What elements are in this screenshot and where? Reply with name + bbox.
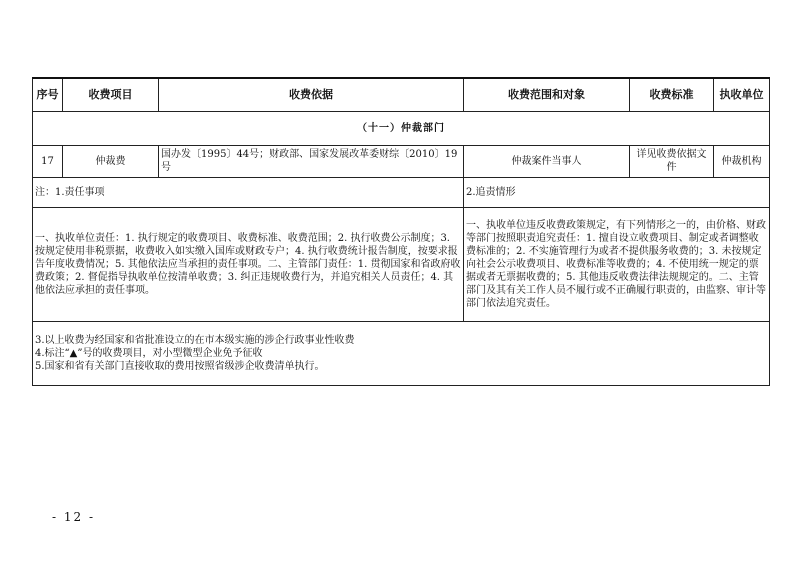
responsibility-text: 一、执收单位责任：1. 执行规定的收费项目、收费标准、收费范围；2. 执行收费公示制度；3. 按规定使用非税票据，收费收入如实缴入国库或财政专户；4. 执行收费统计报告制度，按要求报告年度收费情况；5. 其他依法应当承担的责任事项。二、主管部门责任：1. 贯彻国家和省政府收费政策；2. 督促指导执收单位按清单收费；3. 纠正违规收费行为，并追究相关人员责任；4. 其他依法应承担的责任事项。 (33, 207, 464, 321)
section-row (33, 111, 770, 145)
footnotes-row (33, 321, 770, 385)
note-4: 4.标注“▲”号的收费项目，对小型微型企业免予征收 (35, 347, 263, 359)
responsibility-label: 注：1.责任事项 (33, 177, 464, 207)
section-title: （十一）仲裁部门 (33, 111, 770, 145)
accountability-label: 2.追责情形 (464, 177, 770, 207)
note-3: 3.以上收费为经国家和省批准设立的在市本级实施的涉企行政事业性收费 (35, 334, 355, 346)
header-seq: 序号 (33, 78, 63, 111)
fee-list-table (32, 77, 770, 386)
header-row (33, 78, 770, 111)
header-item: 收费项目 (63, 78, 159, 111)
row-scope: 仲裁案件当事人 (464, 145, 630, 177)
notes-body-row (33, 207, 770, 321)
header-unit: 执收单位 (714, 78, 770, 111)
header-basis: 收费依据 (159, 78, 464, 111)
page-number: - 12 - (52, 510, 96, 524)
accountability-text: 一、执收单位违反收费政策规定，有下列情形之一的，由价格、财政等部门按照职责追究责任：1. 擅自设立收费项目、制定或者调整收费标准的；2. 不实施管理行为或者不提供服务收费的；3. 未按规定向社会公示收费项目、收费标准等收费的；4. 不使用统一规定的票据或者无票据收费的；5. 其他违反收费法律法规规定的。二、主管部门及其有关工作人员不履行或不正确履行职责的，由监察、审计等部门依法追究责任。 (464, 207, 770, 321)
notes-label-row (33, 177, 770, 207)
row-item: 仲裁费 (63, 145, 159, 177)
row-unit: 仲裁机构 (714, 145, 770, 177)
header-scope: 收费范围和对象 (464, 78, 630, 111)
row-basis: 国办发〔1995〕44号；财政部、国家发展改革委财综〔2010〕19号 (159, 145, 464, 177)
footnotes-cell (33, 321, 770, 385)
note-5: 5.国家和省有关部门直接收取的费用按照省级涉企收费清单执行。 (35, 360, 325, 372)
table-row (33, 145, 770, 177)
header-standard: 收费标准 (630, 78, 714, 111)
row-standard: 详见收费依据文件 (630, 145, 714, 177)
row-seq: 17 (33, 145, 63, 177)
